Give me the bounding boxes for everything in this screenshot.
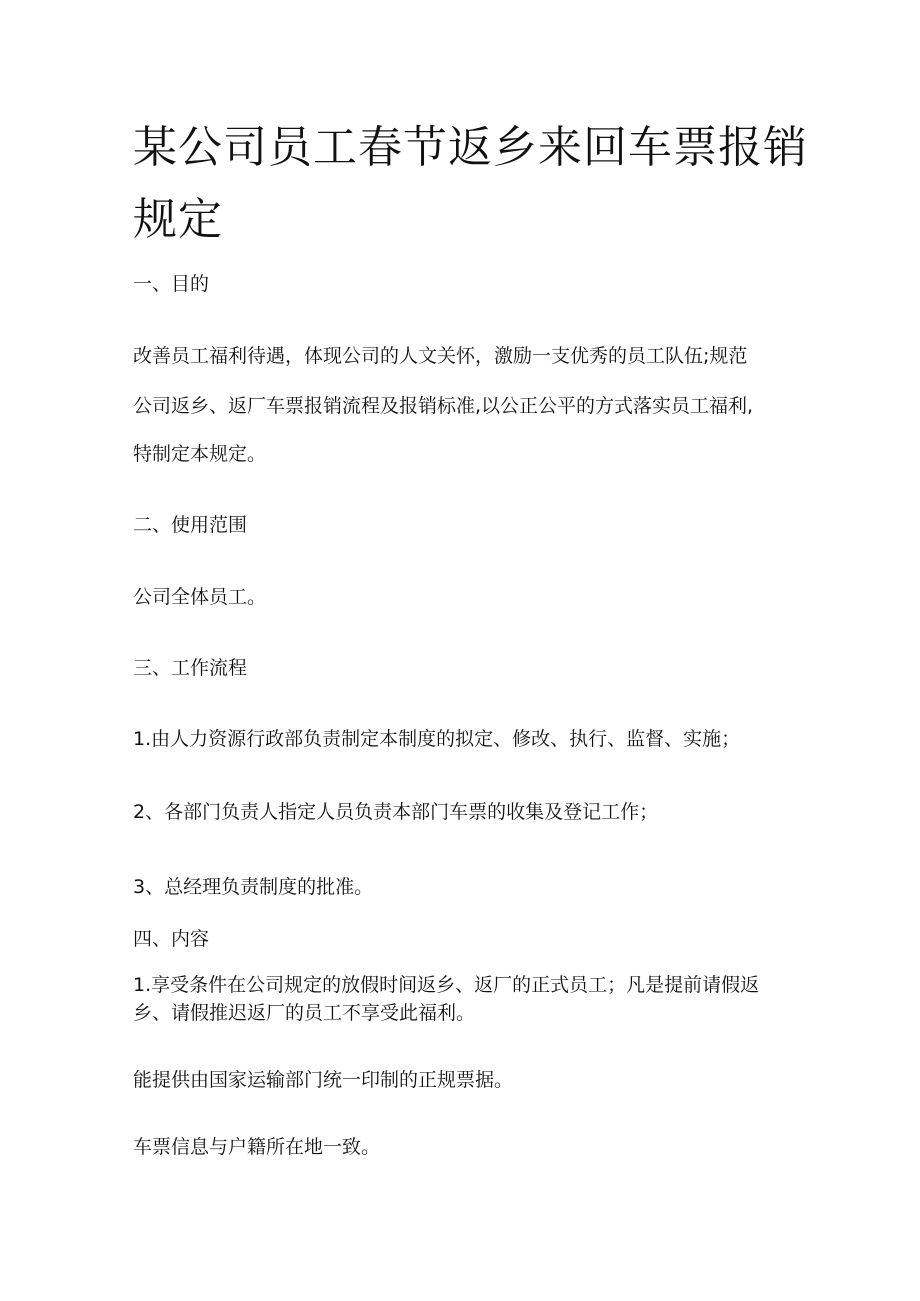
content-item-1-line-2: 乡、请假推迟返厂的员工不享受此福利。 [133, 1002, 476, 1024]
section-heading-scope: 二、使用范围 [133, 514, 248, 536]
purpose-paragraph-line-1: 改善员工福利待遇，体现公司的人文关怀，激励一支优秀的员工队伍;规范 [133, 345, 748, 367]
content-paragraph-1: 能提供由国家运输部门统一印制的正规票据。 [133, 1069, 514, 1091]
workflow-item-2: 2、各部门负责人指定人员负责本部门车票的收集及登记工作； [133, 801, 659, 823]
purpose-paragraph-line-2: 公司返乡、返厂车票报销流程及报销标准,以公正公平的方式落实员工福利, [133, 395, 754, 417]
scope-paragraph: 公司全体员工。 [133, 586, 267, 608]
section-heading-purpose: 一、目的 [133, 273, 210, 295]
section-heading-workflow: 三、工作流程 [133, 657, 248, 679]
workflow-item-1: 1.由人力资源行政部负责制定本制度的拟定、修改、执行、监督、实施； [133, 728, 741, 750]
workflow-item-3: 3、总经理负责制度的批准。 [133, 876, 374, 898]
section-heading-content: 四、内容 [133, 928, 210, 950]
document-title-line-1: 某公司员工春节返乡来回车票报销 [133, 122, 808, 173]
purpose-paragraph-line-3: 特制定本规定。 [133, 443, 267, 465]
content-item-1-line-1: 1.享受条件在公司规定的放假时间返乡、返厂的正式员工；凡是提前请假返 [133, 974, 760, 996]
content-paragraph-2: 车票信息与户籍所在地一致。 [133, 1136, 381, 1158]
document-title-line-2: 规定 [133, 194, 223, 245]
